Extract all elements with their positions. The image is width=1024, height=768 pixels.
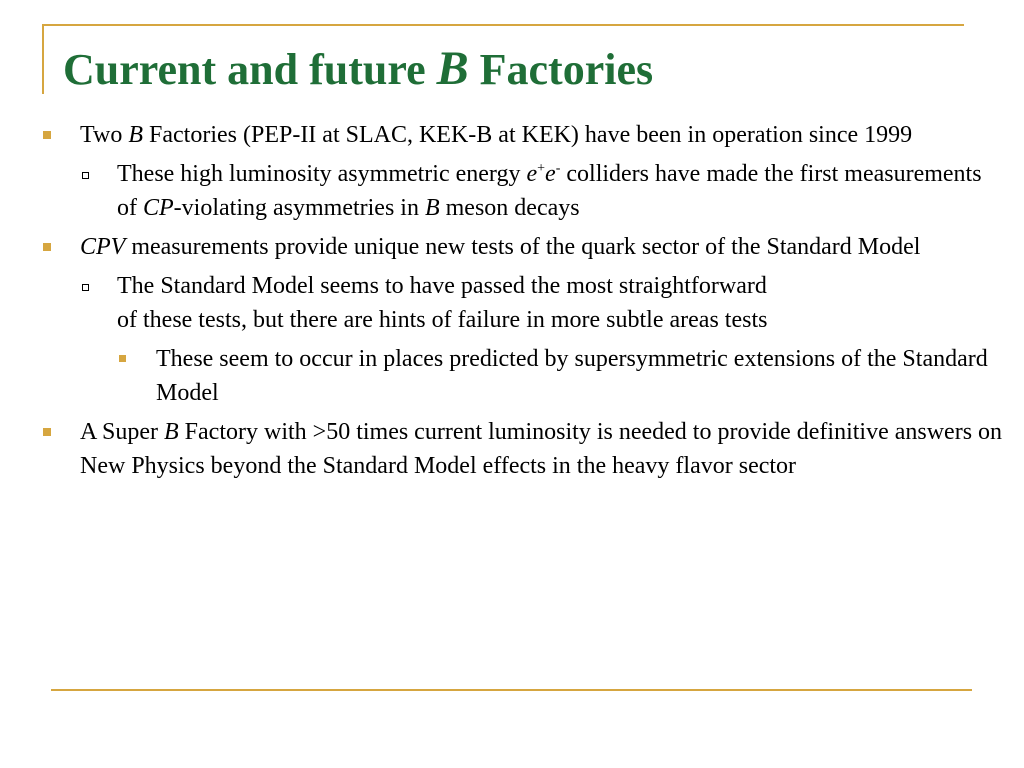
- hollow-square-bullet-icon: [82, 284, 89, 291]
- title-part2: Factories: [479, 45, 654, 94]
- square-bullet-icon: [43, 428, 51, 436]
- hollow-square-bullet-icon: [82, 172, 89, 179]
- slide-title: [63, 40, 653, 98]
- frame-top-line: [42, 24, 964, 26]
- square-bullet-icon: [119, 355, 126, 362]
- title-italic-b: B: [436, 42, 469, 95]
- title-part1: Current and future: [63, 45, 426, 94]
- bullet-2: [80, 230, 1010, 264]
- bullet-3-text: A Super B Factory with >50 times current luminosity is needed to provide definitive answers on New Physics beyond the Standard Model effects in the heavy flavor sector: [80, 419, 1003, 479]
- bullet-1-1-text: These high luminosity asymmetric energy e+e- colliders have made the first measurements of CP-violating asymmetries in B meson decays: [117, 161, 982, 221]
- frame-left-line: [42, 24, 44, 94]
- bullet-1: [80, 118, 1010, 152]
- bullet-2-1-1: [156, 342, 1006, 410]
- bullet-2-1-text: The Standard Model seems to have passed the most straightforward of these tests, but there are hints of failure in more subtle areas tests: [117, 273, 768, 333]
- slide-content: [0, 118, 1024, 488]
- bullet-1-text: Two B Factories (PEP-II at SLAC, KEK-B at KEK) have been in operation since 1999: [80, 122, 913, 148]
- square-bullet-icon: [43, 243, 51, 251]
- bullet-2-text: CPV measurements provide unique new tests of the quark sector of the Standard Model: [80, 234, 921, 260]
- bullet-1-1: [117, 157, 997, 225]
- bullet-2-1-1-text: These seem to occur in places predicted by supersymmetric extensions of the Standard Model: [156, 346, 988, 406]
- bullet-2-1: [117, 269, 997, 337]
- frame-bottom-line: [51, 689, 972, 691]
- bullet-3: [80, 415, 1010, 483]
- square-bullet-icon: [43, 131, 51, 139]
